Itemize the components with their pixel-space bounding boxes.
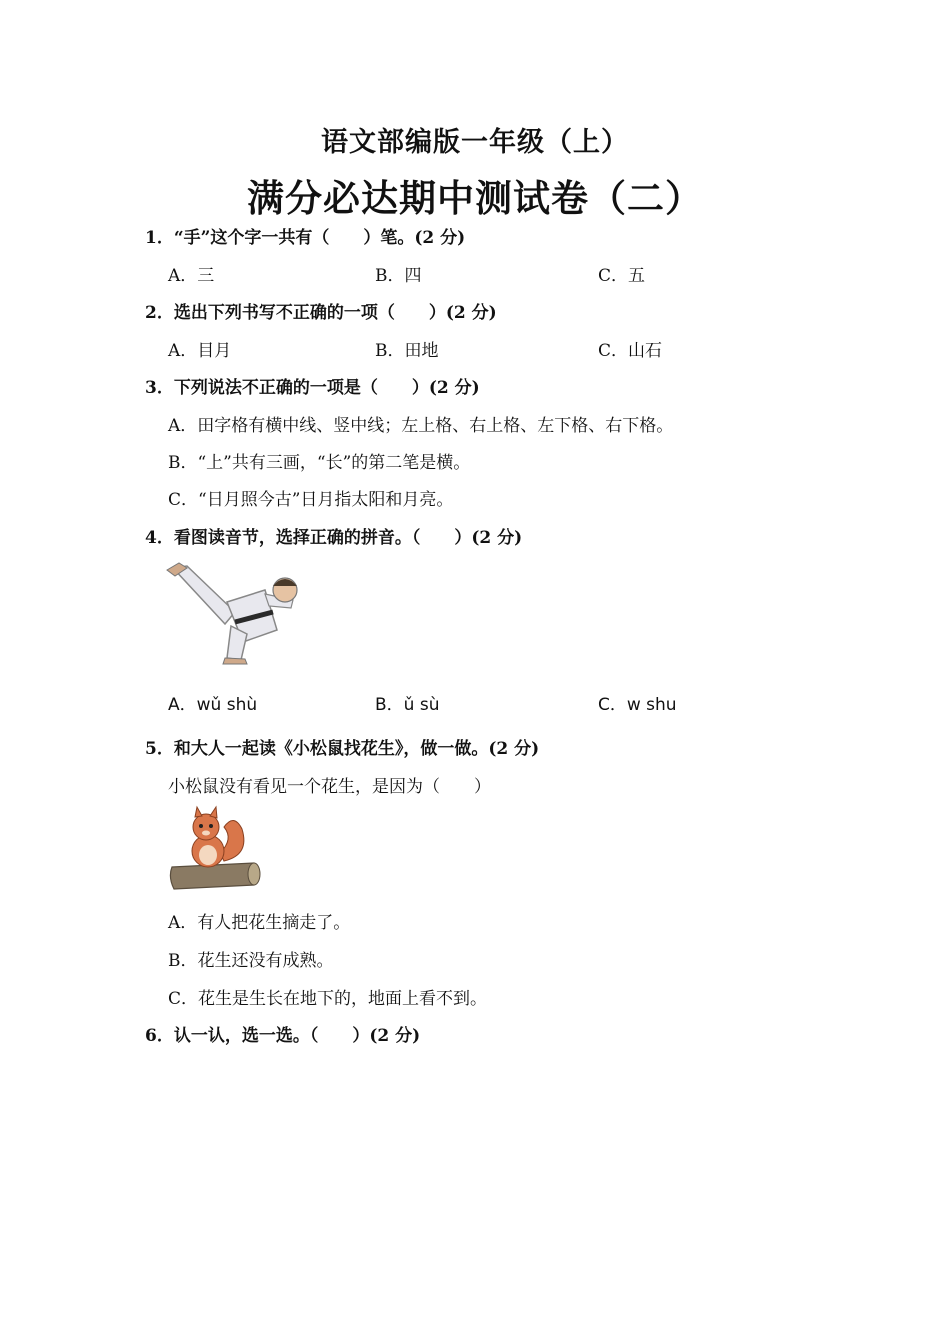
squirrel-eye-right [209, 824, 213, 828]
squirrel-ear-right [210, 807, 217, 818]
exam-title: 满分必达期中测试卷（二） [247, 176, 703, 220]
exam-subtitle: 语文部编版一年级（上） [321, 127, 629, 158]
q1-option-b: B．四 [375, 266, 422, 286]
squirrel-muzzle [202, 831, 210, 836]
question-1: 1．“手”这个字一共有（ ）笔。(2 分) [145, 228, 466, 248]
question-2: 2．选出下列书写不正确的一项（ ）(2 分) [145, 303, 497, 323]
question-5: 5．和大人一起读《小松鼠找花生》，做一做。(2 分) [145, 739, 540, 759]
question-4: 4．看图读音节，选择正确的拼音。（ ）(2 分) [145, 528, 523, 548]
q1-option-c: C．五 [598, 266, 646, 286]
squirrel-belly [199, 845, 217, 865]
q3-option-a: A．田字格有横中线、竖中线；左上格、右上格、左下格、右下格。 [168, 416, 674, 436]
kick-standing-foot [223, 658, 247, 664]
q1-option-a: A．三 [168, 266, 215, 286]
q5-option-b: B．花生还没有成熟。 [168, 951, 334, 971]
question-6: 6．认一认，选一选。（ ）(2 分) [145, 1026, 421, 1046]
q3-option-c: C．“日月照今古”日月指太阳和月亮。 [168, 490, 454, 510]
log-end [248, 863, 260, 885]
log [170, 863, 257, 889]
q5-option-c: C．花生是生长在地下的，地面上看不到。 [168, 989, 488, 1009]
q5-option-a: A．有人把花生摘走了。 [168, 913, 351, 933]
martial-arts-kick-image [165, 560, 310, 668]
kick-hair [273, 579, 297, 586]
kick-leg [173, 566, 235, 624]
q4-option-a: A．wǔ shù [168, 695, 258, 715]
squirrel-ear-left [195, 807, 202, 817]
q4-option-b: B．ǔ sù [375, 695, 440, 715]
q4-option-c: C．w shu [598, 695, 677, 715]
squirrel-eye-left [199, 824, 203, 828]
squirrel-on-log-image [168, 805, 263, 895]
q3-option-b: B．“上”共有三画，“长”的第二笔是横。 [168, 453, 471, 473]
q2-option-c: C．山石 [598, 341, 663, 361]
q2-option-a: A．目月 [168, 341, 232, 361]
question-3: 3．下列说法不正确的一项是（ ）(2 分) [145, 378, 480, 398]
q5-prompt: 小松鼠没有看见一个花生，是因为（ ） [168, 777, 491, 797]
q2-option-b: B．田地 [375, 341, 439, 361]
